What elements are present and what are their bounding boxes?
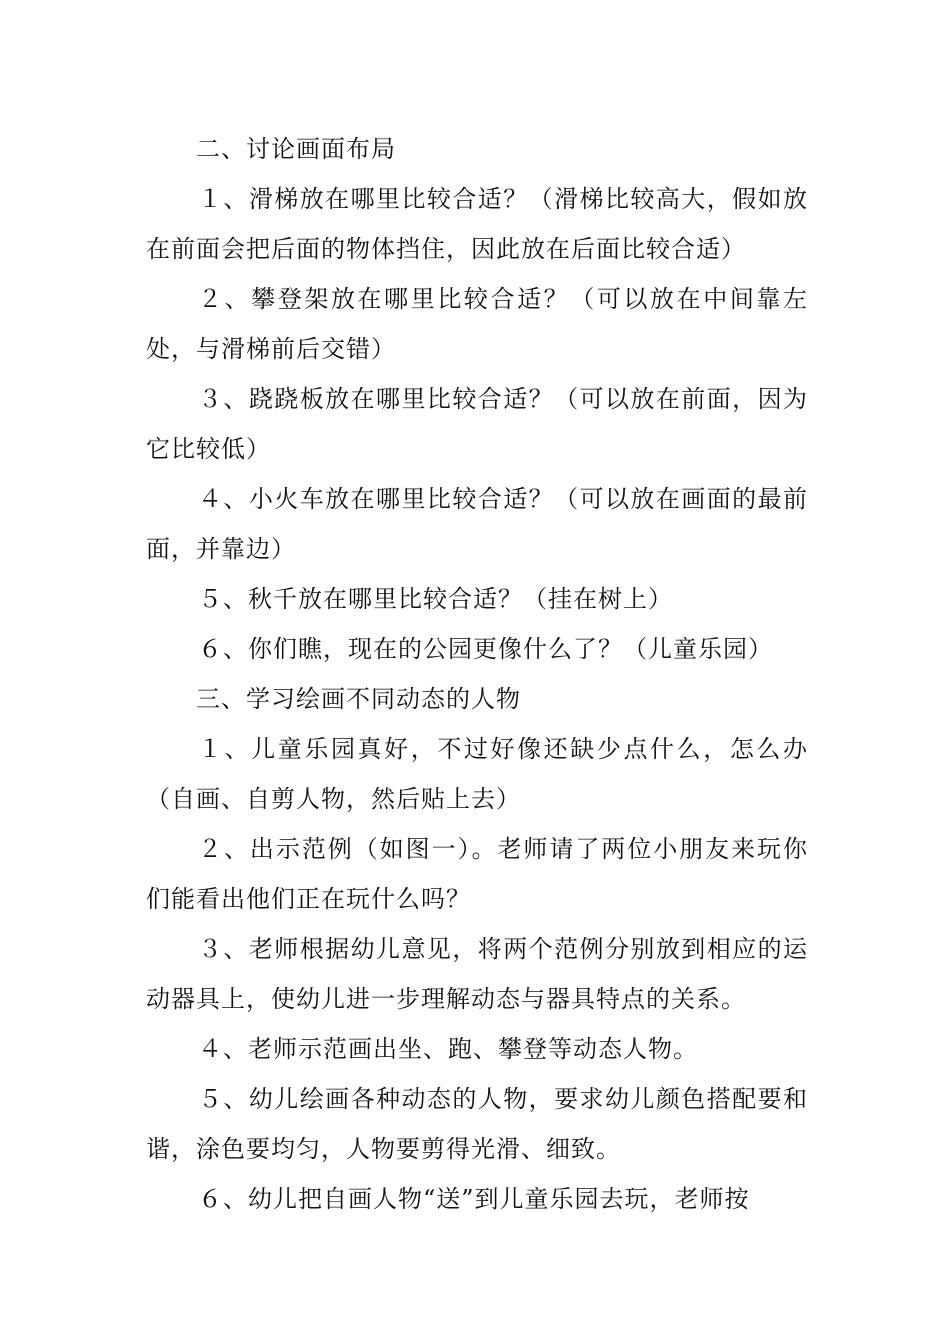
list-item-self-draw: １、儿童乐园真好，不过好像还缺少点什么，怎么办（自画、自剪人物，然后贴上去）	[146, 735, 808, 813]
section-heading-draw-figures: 三、学习绘画不同动态的人物	[196, 685, 521, 713]
list-item-climbing-frame: ２、攀登架放在哪里比较合适？（可以放在中间靠左处，与滑梯前后交错）	[146, 285, 808, 363]
list-item-children-draw: ５、幼儿绘画各种动态的人物，要求幼儿颜色搭配要和谐，涂色要均匀，人物要剪得光滑、细致。	[146, 1085, 808, 1163]
list-item-small-train: ４、小火车放在哪里比较合适？（可以放在画面的最前面，并靠边）	[146, 485, 808, 563]
document-body	[146, 124, 808, 1224]
list-item-slide: １、滑梯放在哪里比较合适？（滑梯比较高大，假如放在前面会把后面的物体挡住，因此放在后面比较合适）	[146, 185, 808, 263]
list-item-teacher-demo: ４、老师示范画出坐、跑、攀登等动态人物。	[198, 1035, 698, 1063]
list-item-park-question: ６、你们瞧，现在的公园更像什么了？（儿童乐园）	[198, 635, 773, 663]
list-item-show-example: ２、出示范例（如图一）。老师请了两位小朋友来玩你们能看出他们正在玩什么吗？	[146, 835, 808, 913]
list-item-seesaw: ３、跷跷板放在哪里比较合适？（可以放在前面，因为它比较低）	[146, 385, 808, 463]
list-item-swing: ５、秋千放在哪里比较合适？（挂在树上）	[198, 585, 673, 613]
list-item-send-figures: ６、幼儿把自画人物“送”到儿童乐园去玩，老师按	[198, 1185, 750, 1213]
section-heading-discuss-layout: 二、讨论画面布局	[196, 135, 396, 163]
list-item-teacher-place: ３、老师根据幼儿意见，将两个范例分别放到相应的运动器具上，使幼儿进一步理解动态与器具特点的关系。	[146, 935, 808, 1013]
